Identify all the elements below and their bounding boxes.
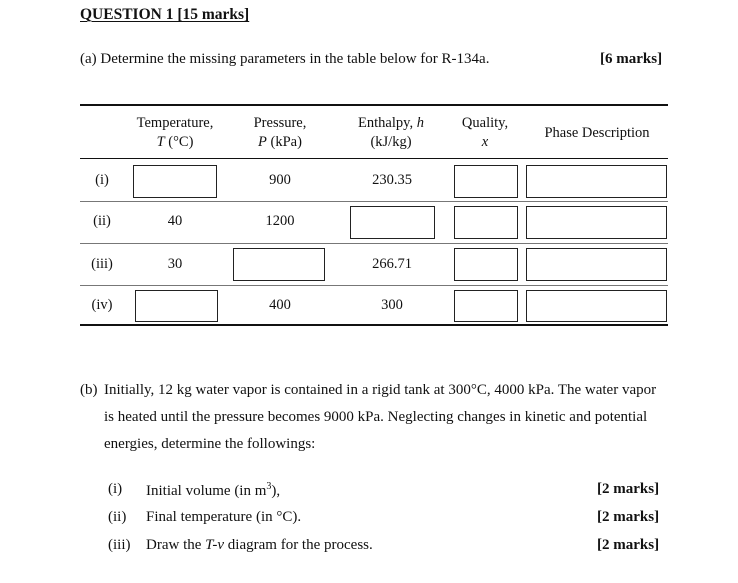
temperature-value: 40: [167, 213, 183, 229]
pressure-answer-box[interactable]: [233, 248, 325, 281]
temperature-value: 30: [167, 256, 183, 272]
row-label: (iii): [91, 256, 113, 272]
sub-question-marks: [2 marks]: [597, 509, 660, 525]
sub-question-marks: [2 marks]: [597, 537, 660, 553]
temperature-answer-box[interactable]: [133, 165, 217, 198]
row-label: (i): [95, 172, 109, 188]
sub-question-number: (iii): [108, 537, 131, 553]
row-divider: [80, 201, 668, 202]
quality-answer-box[interactable]: [454, 206, 518, 239]
header-enthalpy: Enthalpy, h (kJ/kg): [358, 115, 424, 150]
header-temperature: Temperature, T (°C): [136, 115, 214, 150]
pressure-value: 1200: [265, 213, 295, 229]
part-b-label: (b): [80, 382, 98, 398]
enthalpy-value: 300: [381, 297, 403, 313]
pressure-value: 400: [269, 297, 291, 313]
sub-question-marks: [2 marks]: [597, 481, 660, 497]
table-top-rule: [80, 104, 668, 106]
phase-answer-box[interactable]: [526, 248, 667, 281]
part-b-line-1: Initially, 12 kg water vapor is contained in a rigid tank at 300°C, 4000 kPa. The water vapor: [104, 382, 657, 398]
header-pressure: Pressure, P (kPa): [253, 115, 307, 150]
phase-answer-box[interactable]: [526, 206, 667, 239]
phase-answer-box[interactable]: [526, 165, 667, 198]
part-a-prompt: (a) Determine the missing parameters in the table below for R-134a.: [80, 51, 490, 67]
temperature-answer-box[interactable]: [135, 290, 218, 322]
enthalpy-answer-box[interactable]: [350, 206, 435, 239]
sub-question-number: (ii): [108, 509, 127, 525]
header-rule: [80, 158, 668, 159]
row-label: (ii): [93, 213, 111, 229]
header-phase: Phase Description: [544, 125, 650, 141]
enthalpy-value: 266.71: [372, 256, 412, 272]
sub-question-text: Initial volume (in $m^3$),: [146, 481, 281, 499]
question-title: QUESTION 1 [15 marks]: [80, 6, 250, 23]
sub-question-text: Draw the T-v diagram for the process.: [146, 537, 373, 553]
table-bottom-rule: [80, 324, 668, 326]
enthalpy-value: 230.35: [372, 172, 412, 188]
part-b-line-3: energies, determine the followings:: [104, 436, 316, 452]
sub-question-text: Final temperature (in °C).: [146, 509, 302, 525]
quality-answer-box[interactable]: [454, 165, 518, 198]
sub-question-number: (i): [108, 481, 123, 497]
row-label: (iv): [91, 297, 113, 313]
part-a-marks: [6 marks]: [600, 51, 663, 67]
part-b-line-2: is heated until the pressure becomes 9000 kPa. Neglecting changes in kinetic and potential: [104, 409, 648, 425]
pressure-value: 900: [269, 172, 291, 188]
phase-answer-box[interactable]: [526, 290, 667, 322]
header-quality: Quality, x: [461, 115, 509, 150]
row-divider: [80, 243, 668, 244]
row-divider: [80, 285, 668, 286]
quality-answer-box[interactable]: [454, 248, 518, 281]
quality-answer-box[interactable]: [454, 290, 518, 322]
